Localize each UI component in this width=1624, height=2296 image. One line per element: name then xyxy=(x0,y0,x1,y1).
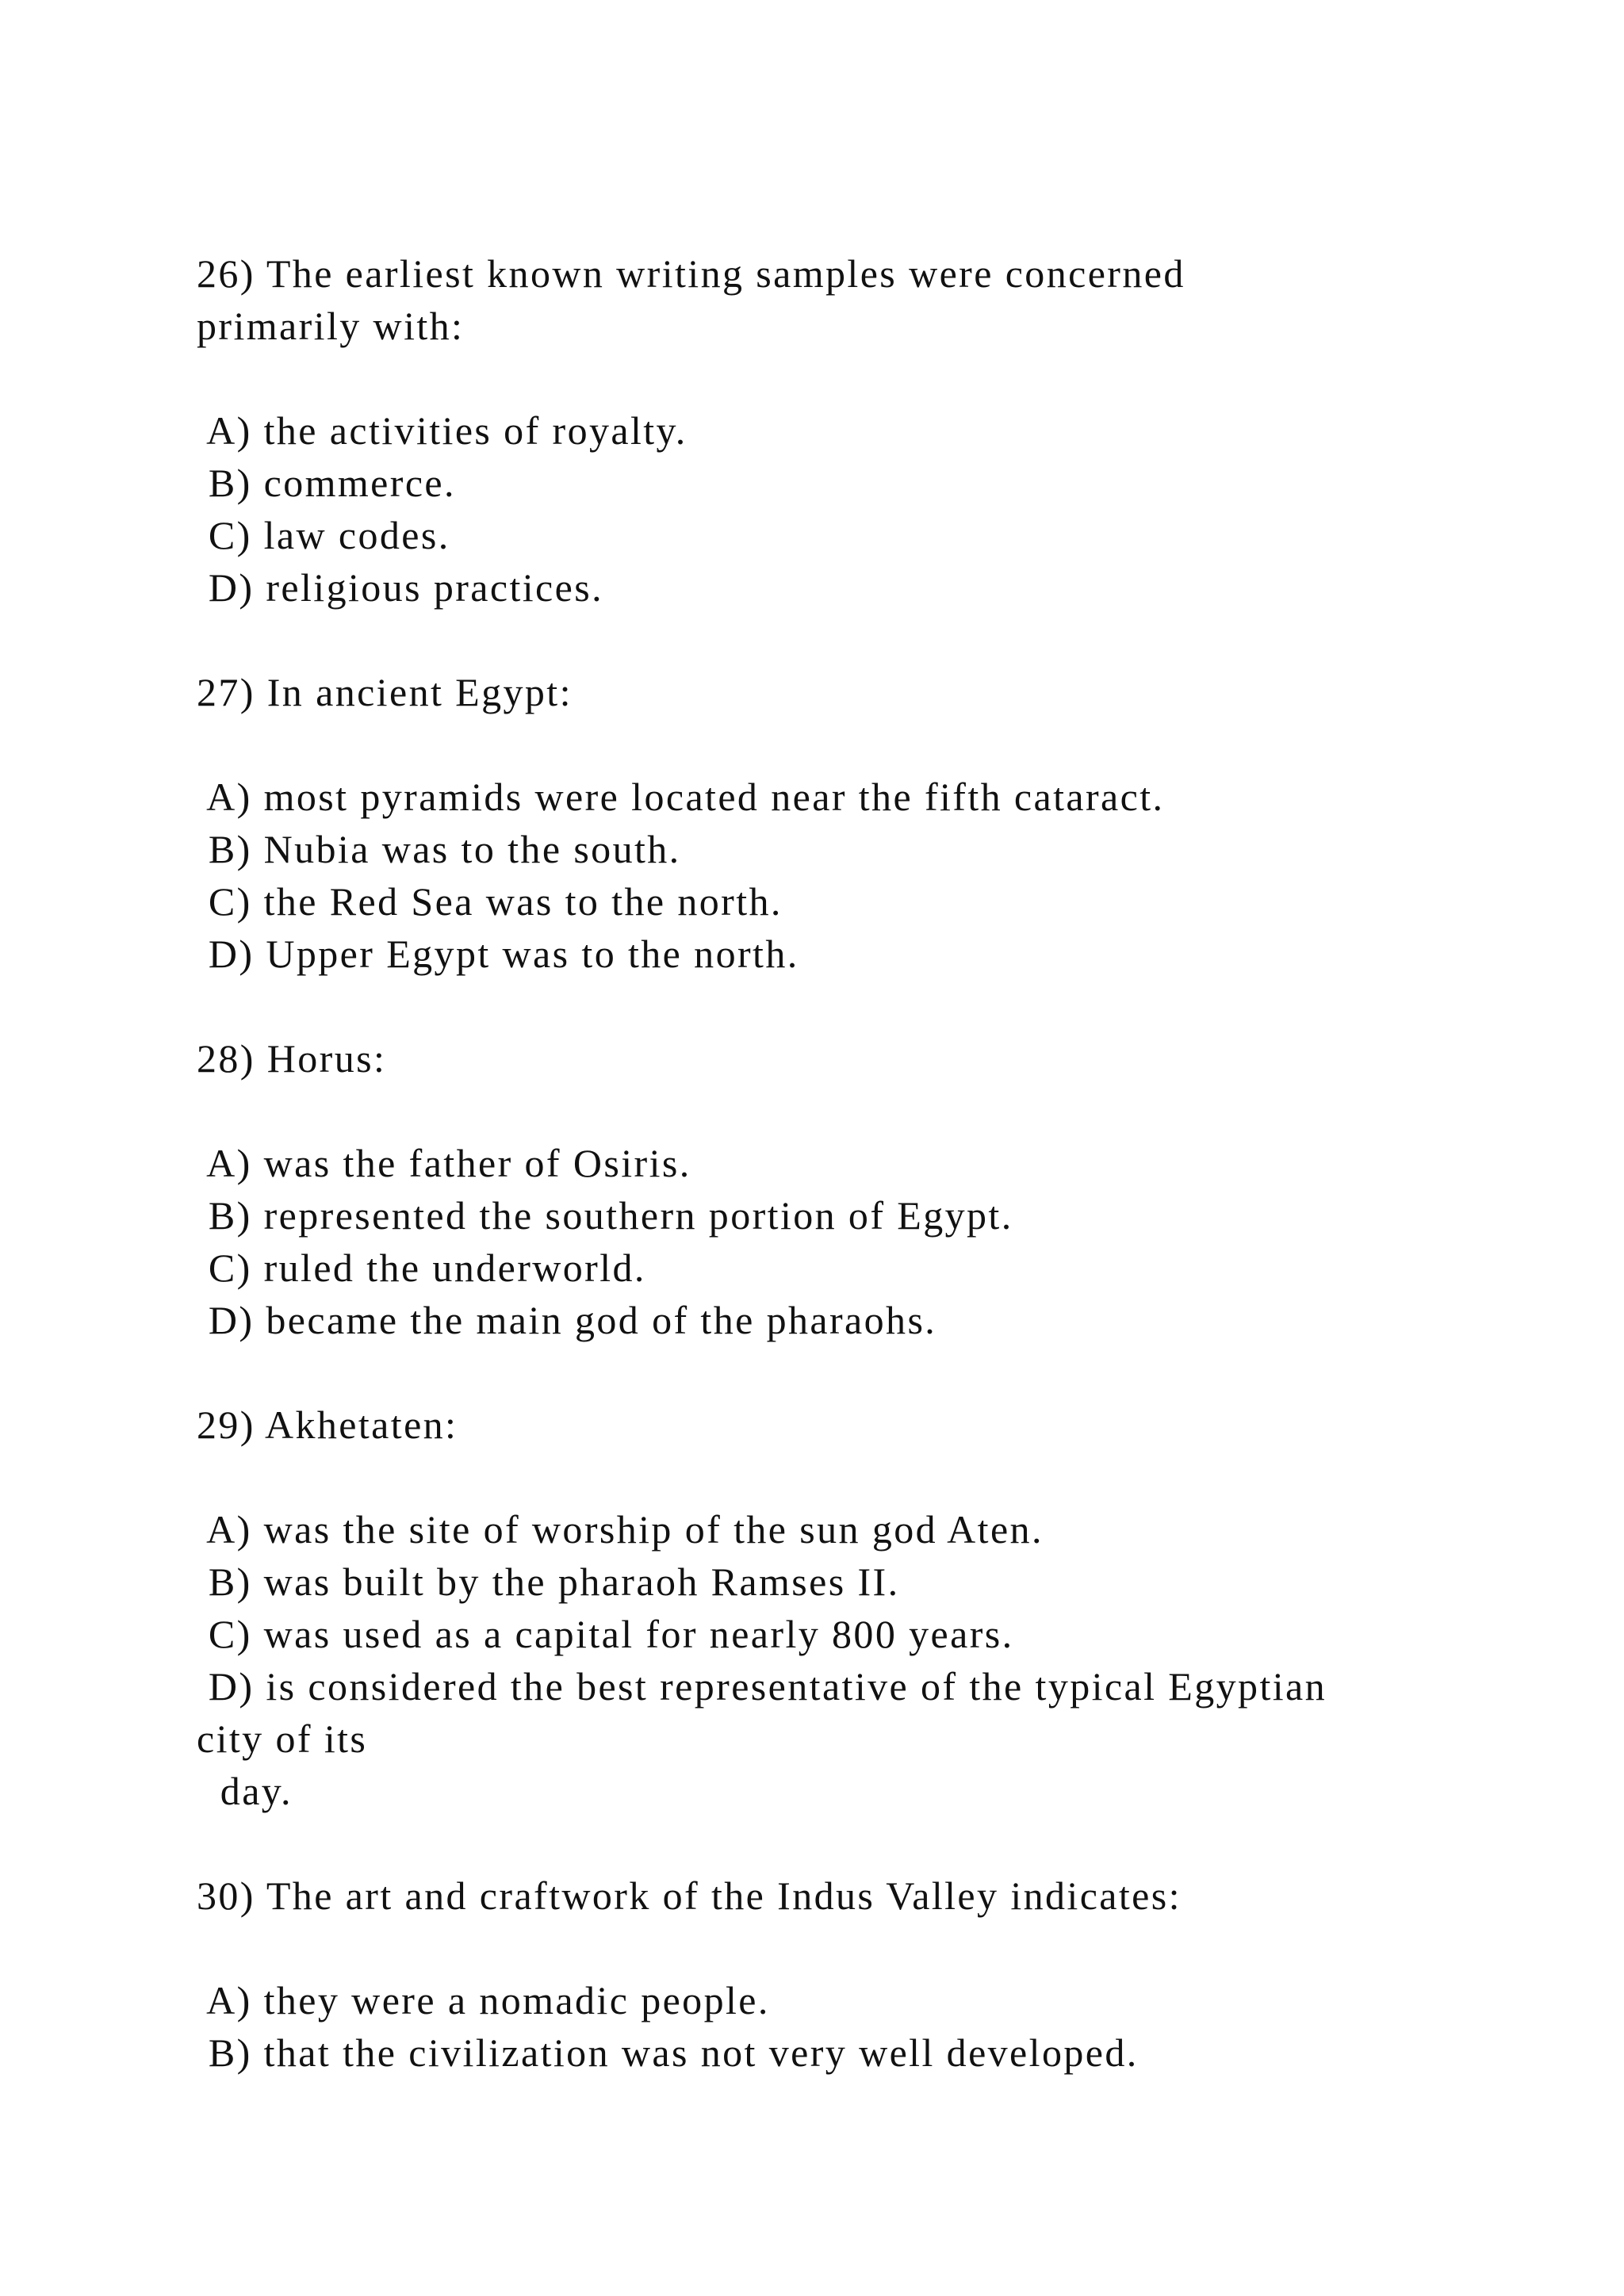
answer-option-a: A) was the site of worship of the sun god Aten. xyxy=(197,1507,1044,1552)
answer-option-b: B) commerce. xyxy=(197,461,456,505)
answer-option-d: D) Upper Egypt was to the north. xyxy=(197,932,799,976)
answer-option-d-continued: day. xyxy=(197,1769,293,1813)
answer-option-c: C) ruled the underworld. xyxy=(197,1246,646,1290)
question-stem-line: 30) The art and craftwork of the Indus Valley indicates: xyxy=(197,1873,1182,1918)
answer-option-b: B) Nubia was to the south. xyxy=(197,827,681,871)
question-stem-line: primarily with: xyxy=(197,304,465,348)
blank-line xyxy=(197,980,1545,1032)
blank-line xyxy=(197,1346,1545,1399)
blank-line xyxy=(197,614,1545,666)
question-stem-line: 27) In ancient Egypt: xyxy=(197,670,573,714)
answer-option-a: A) was the father of Osiris. xyxy=(197,1141,691,1185)
question-stem-line: 26) The earliest known writing samples were concerned xyxy=(197,251,1185,296)
answer-option-a: A) most pyramids were located near the fifth cataract. xyxy=(197,775,1165,819)
blank-line xyxy=(197,352,1545,404)
answer-option-c: C) law codes. xyxy=(197,513,450,557)
question-list xyxy=(197,247,1545,2079)
answer-option-c: C) the Red Sea was to the north. xyxy=(197,879,783,924)
question-27 xyxy=(197,666,1545,980)
blank-line xyxy=(197,1451,1545,1503)
question-26 xyxy=(197,247,1545,614)
answer-option-d: D) is considered the best representative of the typical Egyptian xyxy=(197,1664,1327,1709)
answer-option-c: C) was used as a capital for nearly 800 years. xyxy=(197,1612,1014,1656)
blank-line xyxy=(197,1085,1545,1137)
blank-line xyxy=(197,1817,1545,1869)
answer-option-a: A) the activities of royalty. xyxy=(197,408,688,453)
question-stem-line: 28) Horus: xyxy=(197,1036,387,1081)
answer-option-d: D) became the main god of the pharaohs. xyxy=(197,1298,937,1342)
question-29 xyxy=(197,1399,1545,1817)
answer-option-b: B) was built by the pharaoh Ramses II. xyxy=(197,1559,900,1604)
question-stem-line: 29) Akhetaten: xyxy=(197,1402,458,1447)
question-30 xyxy=(197,1869,1545,2079)
answer-option-d-continued: city of its xyxy=(197,1716,368,1761)
blank-line xyxy=(197,718,1545,771)
answer-option-b: B) represented the southern portion of Egypt. xyxy=(197,1193,1013,1238)
answer-option-a: A) they were a nomadic people. xyxy=(197,1978,770,2022)
blank-line xyxy=(197,1922,1545,1974)
question-28 xyxy=(197,1032,1545,1346)
answer-option-b: B) that the civilization was not very well developed. xyxy=(197,2030,1139,2075)
answer-option-d: D) religious practices. xyxy=(197,565,603,610)
